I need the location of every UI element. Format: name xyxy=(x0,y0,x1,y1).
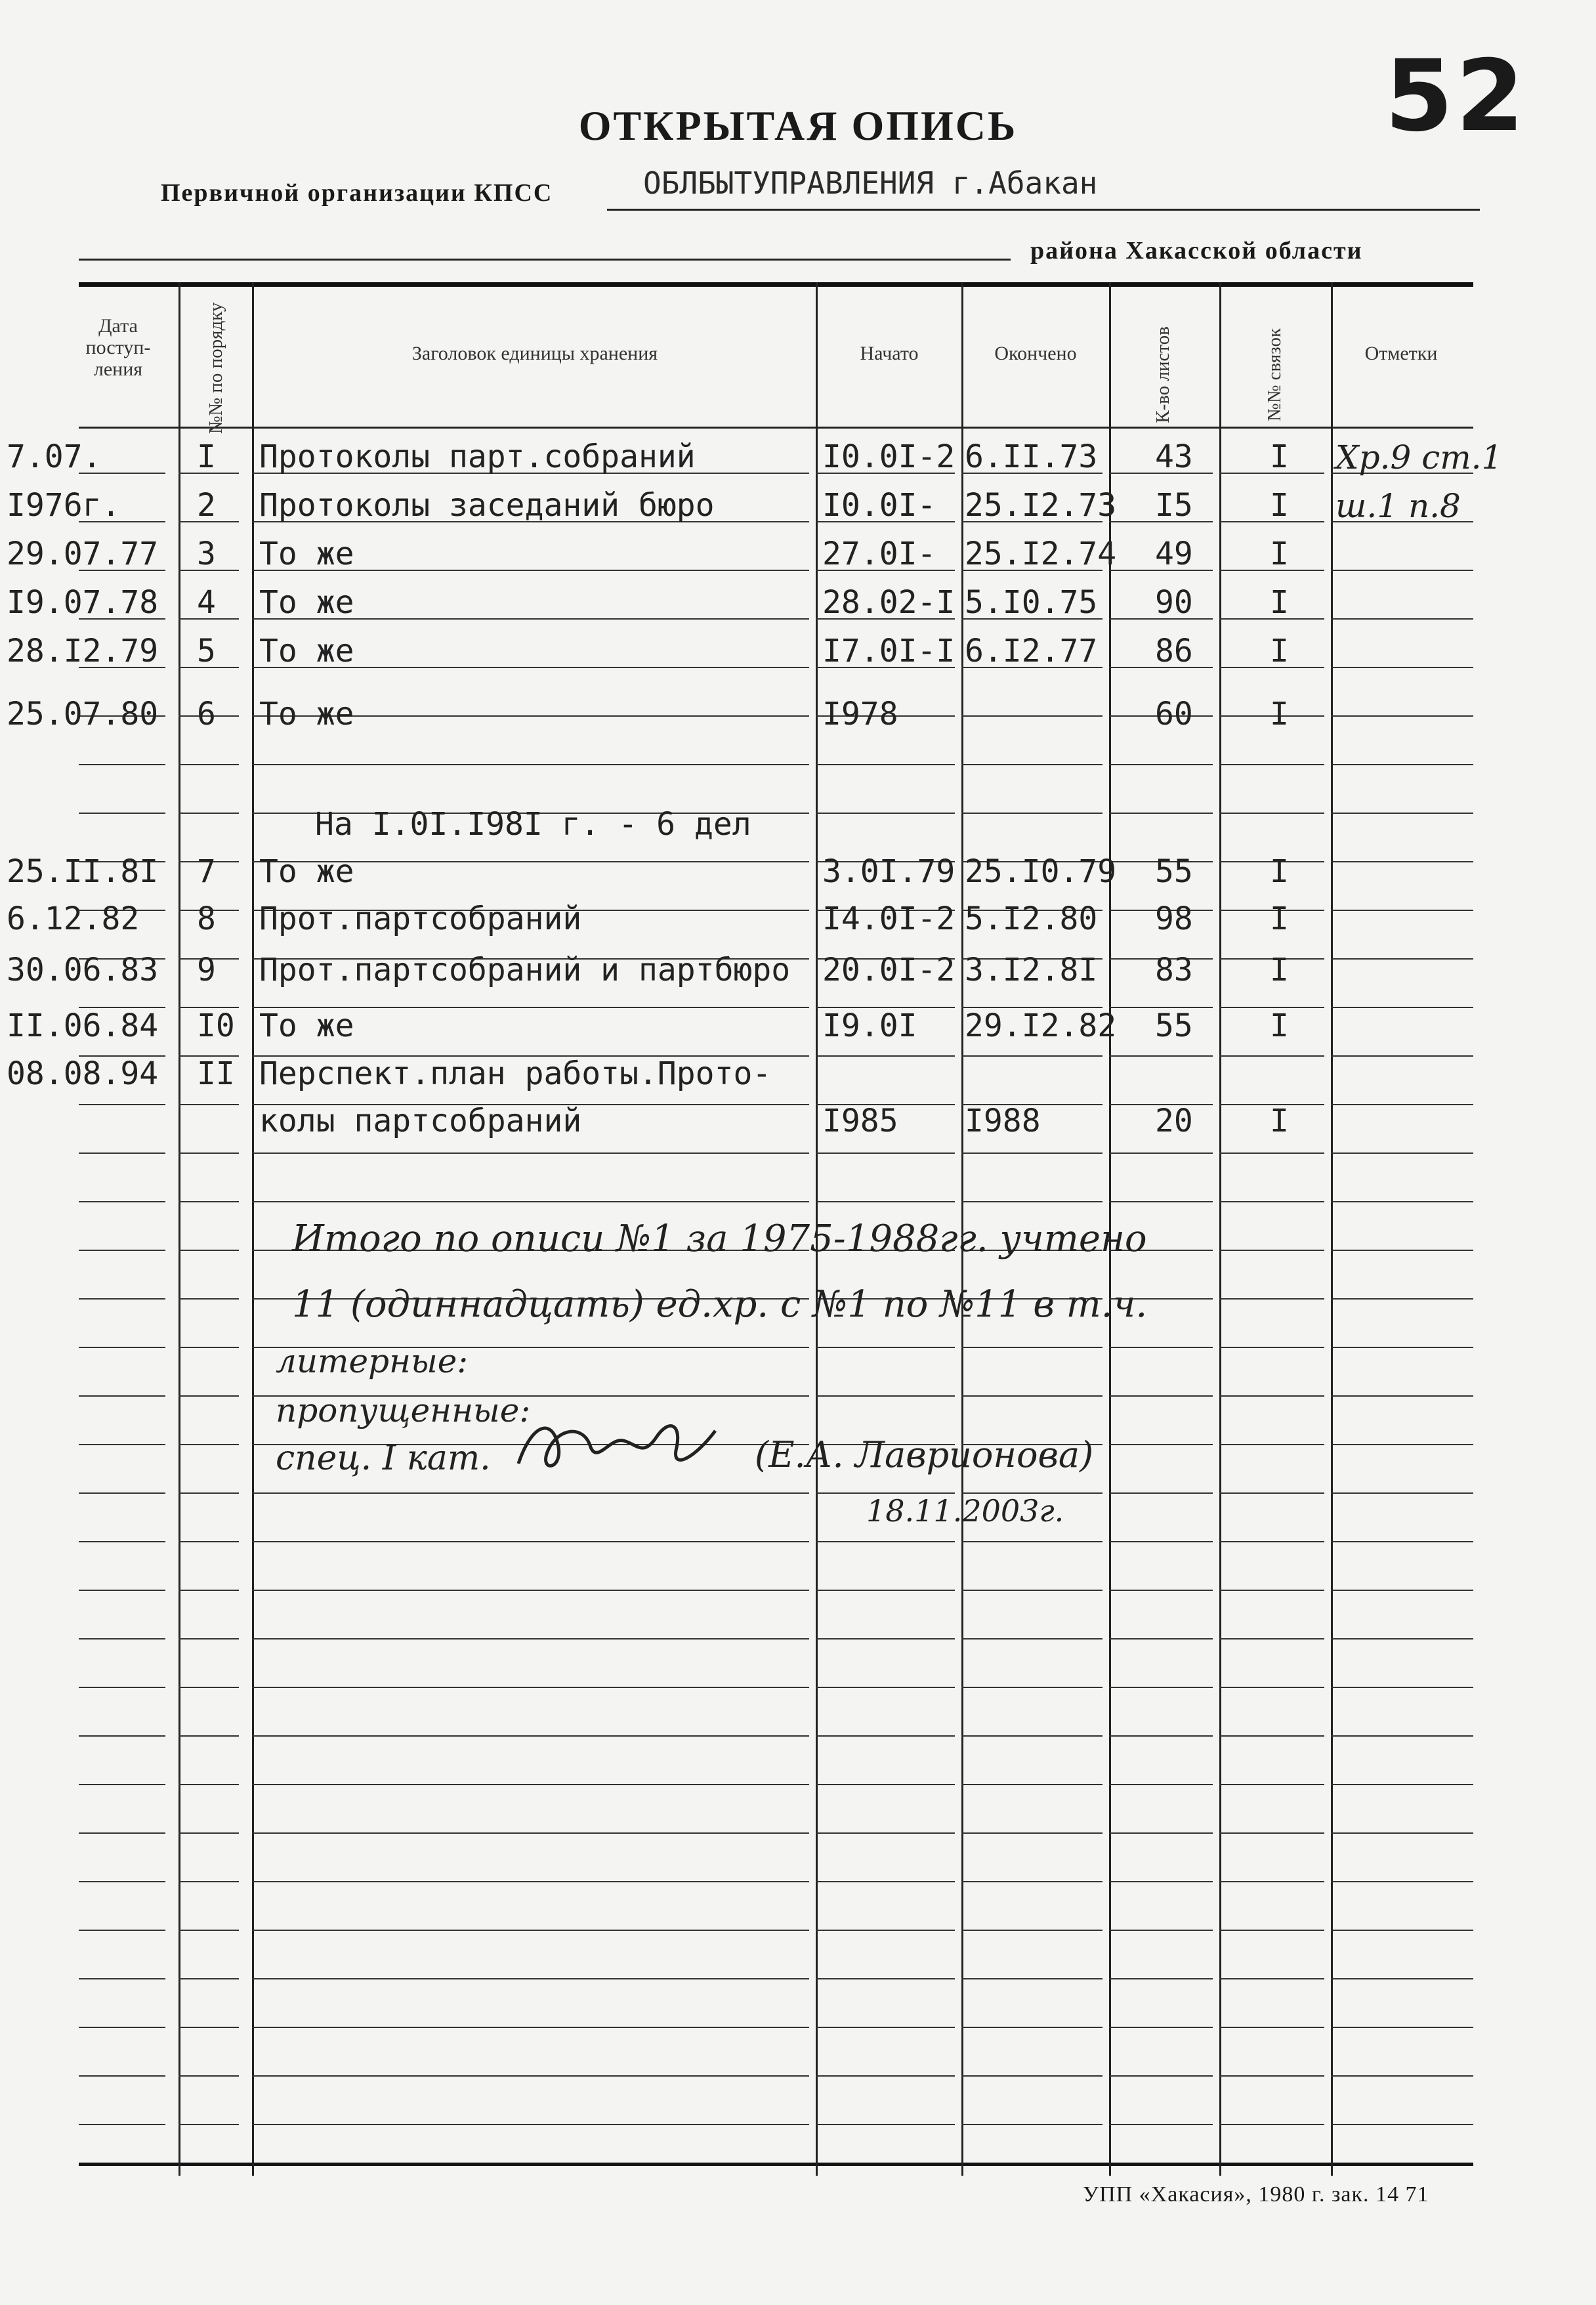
ruled-line xyxy=(79,764,165,765)
ruled-line xyxy=(1109,813,1213,814)
row-number: 5 xyxy=(197,633,216,669)
row-title: Протоколы заседаний бюро xyxy=(259,487,715,524)
ruled-line xyxy=(178,1104,239,1105)
column-divider xyxy=(1331,282,1333,2176)
ruled-line xyxy=(178,1930,239,1931)
row-sheets: 60 xyxy=(1155,696,1193,732)
ruled-line xyxy=(1109,1978,1213,1979)
handwritten-position: спец. I кат. xyxy=(276,1439,491,1478)
ruled-line xyxy=(1219,1250,1324,1251)
ruled-line xyxy=(252,2027,809,2028)
ruled-line xyxy=(79,1590,165,1591)
row-number: I0 xyxy=(197,1007,235,1044)
ruled-line xyxy=(1219,1638,1324,1639)
row-end: 6.I2.77 xyxy=(965,633,1098,669)
ruled-line xyxy=(961,1395,1102,1397)
row-note: Хр.9 ст.1 xyxy=(1335,438,1503,476)
ruled-line xyxy=(252,2075,809,2077)
row-end: 3.I2.8I xyxy=(965,952,1098,988)
header-bundle: №№ связок xyxy=(1264,328,1286,421)
ruled-line xyxy=(178,1492,239,1494)
ruled-line xyxy=(1219,764,1324,765)
row-end: 6.II.73 xyxy=(965,438,1098,475)
ruled-line xyxy=(79,1298,165,1300)
ruled-line xyxy=(252,1492,809,1494)
ruled-line xyxy=(816,1881,955,1882)
row-date: 25.07.80 xyxy=(7,696,159,732)
ruled-line xyxy=(961,1881,1102,1882)
row-end: 25.I0.79 xyxy=(965,853,1117,890)
row-end: 5.I2.80 xyxy=(965,900,1098,937)
row-start: 28.02-I xyxy=(822,584,956,621)
ruled-line xyxy=(178,1541,239,1542)
ruled-line xyxy=(1219,1930,1324,1931)
ruled-line xyxy=(1109,2027,1213,2028)
row-start: 20.0I-2 xyxy=(822,952,956,988)
ruled-line xyxy=(961,1930,1102,1931)
organization-underline xyxy=(607,209,1480,211)
ruled-line xyxy=(961,2027,1102,2028)
ruled-line xyxy=(1331,1492,1473,1494)
ruled-line xyxy=(961,1590,1102,1591)
row-bundle: I xyxy=(1270,853,1289,890)
row-note: ш.1 п.8 xyxy=(1335,487,1461,525)
ruled-line xyxy=(961,1201,1102,1202)
row-start: I985 xyxy=(822,1103,898,1139)
ruled-line xyxy=(178,764,239,765)
ruled-line xyxy=(1109,2075,1213,2077)
table-top-rule xyxy=(79,282,1473,287)
row-date: II.06.84 xyxy=(7,1007,159,1044)
row-date: 29.07.77 xyxy=(7,536,159,572)
ruled-line xyxy=(79,1395,165,1397)
row-title: Прот.партсобраний и партбюро xyxy=(259,952,791,988)
ruled-line xyxy=(1109,1055,1213,1057)
ruled-line xyxy=(1331,813,1473,814)
ruled-line xyxy=(1331,1201,1473,1202)
ruled-line xyxy=(178,1250,239,1251)
ruled-line xyxy=(1331,1444,1473,1445)
subtotal-text: На I.0I.I98I г. - 6 дел xyxy=(315,806,751,843)
ruled-line xyxy=(1331,861,1473,862)
ruled-line xyxy=(961,813,1102,814)
ruled-line xyxy=(1331,910,1473,911)
header-end: Окончено xyxy=(994,343,1077,364)
row-bundle: I xyxy=(1270,1103,1289,1139)
ruled-line xyxy=(961,1978,1102,1979)
ruled-line xyxy=(178,1735,239,1737)
ruled-line xyxy=(1109,1395,1213,1397)
ruled-line xyxy=(816,1978,955,1979)
ruled-line xyxy=(1109,1930,1213,1931)
ruled-line xyxy=(1331,1152,1473,1154)
page-number: 52 xyxy=(1385,39,1527,154)
ruled-line xyxy=(79,1347,165,1348)
ruled-line xyxy=(178,1638,239,1639)
ruled-line xyxy=(1331,1687,1473,1688)
column-divider xyxy=(178,282,180,2176)
ruled-line xyxy=(961,1638,1102,1639)
ruled-line xyxy=(1219,1055,1324,1057)
ruled-line xyxy=(961,1347,1102,1348)
handwritten-signatory: (Е.А. Лаврионова) xyxy=(755,1434,1094,1475)
organization-name: ОБЛБЫТУПРАВЛЕНИЯ г.Абакан xyxy=(643,165,1098,201)
ruled-line xyxy=(1331,618,1473,620)
ruled-line xyxy=(252,1590,809,1591)
ruled-line xyxy=(1219,1541,1324,1542)
ruled-line xyxy=(79,1152,165,1154)
row-sheets: 55 xyxy=(1155,853,1193,890)
ruled-line xyxy=(1331,1590,1473,1591)
row-title: Перспект.план работы.Прото- xyxy=(259,1055,772,1092)
row-date: 28.I2.79 xyxy=(7,633,159,669)
ruled-line xyxy=(816,1930,955,1931)
ruled-line xyxy=(252,1881,809,1882)
ruled-line xyxy=(1331,1347,1473,1348)
handwritten-date: 18.11.2003г. xyxy=(866,1493,1064,1529)
ruled-line xyxy=(961,1784,1102,1785)
ruled-line xyxy=(816,1541,955,1542)
ruled-line xyxy=(252,1201,809,1202)
ruled-line xyxy=(816,1152,955,1154)
ruled-line xyxy=(961,1832,1102,1834)
ruled-line xyxy=(1109,1735,1213,1737)
ruled-line xyxy=(1109,1347,1213,1348)
ruled-line xyxy=(1331,2075,1473,2077)
row-end: 29.I2.82 xyxy=(965,1007,1117,1044)
row-date: I976г. xyxy=(7,487,121,524)
ruled-line xyxy=(178,2075,239,2077)
signature-mark xyxy=(512,1411,722,1483)
row-bundle: I xyxy=(1270,696,1289,732)
handwritten-count: 11 (одиннадцать) ед.хр. с №1 по №11 в т.ч. xyxy=(292,1283,1148,1326)
ruled-line xyxy=(816,764,955,765)
row-start: 3.0I.79 xyxy=(822,853,956,890)
row-sheets: 83 xyxy=(1155,952,1193,988)
ruled-line xyxy=(1331,667,1473,668)
ruled-line xyxy=(1219,1492,1324,1494)
row-number: 2 xyxy=(197,487,216,524)
row-number: I xyxy=(197,438,216,475)
ruled-line xyxy=(1331,958,1473,960)
ruled-line xyxy=(961,1055,1102,1057)
ruled-line xyxy=(1109,1832,1213,1834)
row-number: 9 xyxy=(197,952,216,988)
row-start: I978 xyxy=(822,696,898,732)
table-bottom-rule xyxy=(79,2163,1473,2166)
organization-label: Первичной организации КПСС xyxy=(161,179,553,207)
ruled-line xyxy=(1331,1395,1473,1397)
header-sheets: К-во листов xyxy=(1152,326,1174,423)
ruled-line xyxy=(816,1784,955,1785)
row-title: То же xyxy=(259,536,354,572)
ruled-line xyxy=(1219,1298,1324,1300)
ruled-line xyxy=(816,813,955,814)
ruled-line xyxy=(1331,764,1473,765)
ruled-line xyxy=(1109,1881,1213,1882)
ruled-line xyxy=(1109,1201,1213,1202)
row-sheets: 90 xyxy=(1155,584,1193,621)
row-end: 25.I2.74 xyxy=(965,536,1117,572)
row-number: 4 xyxy=(197,584,216,621)
district-label: района Хакасской области xyxy=(1030,237,1363,264)
ruled-line xyxy=(1331,1881,1473,1882)
ruled-line xyxy=(961,1735,1102,1737)
row-title: То же xyxy=(259,584,354,621)
ruled-line xyxy=(1331,1250,1473,1251)
ruled-line xyxy=(178,1881,239,1882)
ruled-line xyxy=(961,764,1102,765)
ruled-line xyxy=(816,2075,955,2077)
ruled-line xyxy=(178,1832,239,1834)
ruled-line xyxy=(1109,764,1213,765)
row-sheets: 55 xyxy=(1155,1007,1193,1044)
ruled-line xyxy=(1219,2027,1324,2028)
ruled-line xyxy=(1331,1638,1473,1639)
row-number: 3 xyxy=(197,536,216,572)
ruled-line xyxy=(178,1395,239,1397)
row-start: 27.0I- xyxy=(822,536,936,572)
header-number: №№ по порядку xyxy=(205,302,227,434)
ruled-line xyxy=(252,1735,809,1737)
ruled-line xyxy=(79,1638,165,1639)
ruled-line xyxy=(1331,2027,1473,2028)
ruled-line xyxy=(252,1152,809,1154)
ruled-line xyxy=(79,2124,165,2125)
row-bundle: I xyxy=(1270,900,1289,937)
ruled-line xyxy=(1219,1347,1324,1348)
row-number: 8 xyxy=(197,900,216,937)
handwritten-missing: пропущенные: xyxy=(276,1391,531,1429)
ruled-line xyxy=(961,1541,1102,1542)
ruled-line xyxy=(1109,1784,1213,1785)
ruled-line xyxy=(1331,1735,1473,1737)
ruled-line xyxy=(1331,1104,1473,1105)
row-number: II xyxy=(197,1055,235,1092)
ruled-line xyxy=(816,1055,955,1057)
row-sheets: 49 xyxy=(1155,536,1193,572)
column-divider xyxy=(1219,282,1221,2176)
row-date: 30.06.83 xyxy=(7,952,159,988)
ruled-line xyxy=(816,2124,955,2125)
row-sheets: 43 xyxy=(1155,438,1193,475)
ruled-line xyxy=(1219,1978,1324,1979)
ruled-line xyxy=(79,1444,165,1445)
ruled-line xyxy=(252,1638,809,1639)
row-date: 7.07. xyxy=(7,438,102,475)
row-date: 6.12.82 xyxy=(7,900,140,937)
row-end: 5.I0.75 xyxy=(965,584,1098,621)
row-start: I4.0I-2 xyxy=(822,900,956,937)
ruled-line xyxy=(961,715,1102,717)
row-start: I9.0I xyxy=(822,1007,917,1044)
ruled-line xyxy=(178,1201,239,1202)
ruled-line xyxy=(1219,2124,1324,2125)
ruled-line xyxy=(1331,1978,1473,1979)
ruled-line xyxy=(1219,1784,1324,1785)
ruled-line xyxy=(1331,1930,1473,1931)
row-sheets: 86 xyxy=(1155,633,1193,669)
row-end: I988 xyxy=(965,1103,1041,1139)
row-title: колы партсобраний xyxy=(259,1103,582,1139)
printer-imprint: УПП «Хакасия», 1980 г. зак. 14 71 xyxy=(1083,2182,1429,2207)
ruled-line xyxy=(1219,1201,1324,1202)
ruled-line xyxy=(816,1638,955,1639)
row-start: I0.0I-2 xyxy=(822,438,956,475)
ruled-line xyxy=(252,1930,809,1931)
row-sheets: 20 xyxy=(1155,1103,1193,1139)
ruled-line xyxy=(178,1687,239,1688)
ruled-line xyxy=(1331,2124,1473,2125)
ruled-line xyxy=(79,1735,165,1737)
ruled-line xyxy=(816,2027,955,2028)
ruled-line xyxy=(1331,1784,1473,1785)
ruled-line xyxy=(252,1978,809,1979)
ruled-line xyxy=(79,2027,165,2028)
ruled-line xyxy=(252,2124,809,2125)
ruled-line xyxy=(1109,1152,1213,1154)
ruled-line xyxy=(816,1347,955,1348)
ruled-line xyxy=(1331,1298,1473,1300)
ruled-line xyxy=(252,1687,809,1688)
header-heading: Заголовок единицы хранения xyxy=(411,343,658,364)
row-date: 08.08.94 xyxy=(7,1055,159,1092)
ruled-line xyxy=(178,2027,239,2028)
ruled-line xyxy=(79,1687,165,1688)
ruled-line xyxy=(79,813,165,814)
column-divider xyxy=(252,282,254,2176)
ruled-line xyxy=(1109,1590,1213,1591)
ruled-line xyxy=(79,1881,165,1882)
ruled-line xyxy=(79,1930,165,1931)
row-date: I9.07.78 xyxy=(7,584,159,621)
ruled-line xyxy=(1331,1007,1473,1008)
ruled-line xyxy=(961,1687,1102,1688)
row-sheets: 98 xyxy=(1155,900,1193,937)
ruled-line xyxy=(1331,1541,1473,1542)
row-title: То же xyxy=(259,853,354,890)
ruled-line xyxy=(79,1250,165,1251)
ruled-line xyxy=(1219,1590,1324,1591)
row-title: То же xyxy=(259,1007,354,1044)
ruled-line xyxy=(961,2124,1102,2125)
row-sheets: I5 xyxy=(1155,487,1193,524)
handwritten-total: Итого по описи №1 за 1975-1988гг. учтено xyxy=(292,1217,1147,1260)
ruled-line xyxy=(178,1298,239,1300)
header-notes: Отметки xyxy=(1364,343,1438,364)
row-title: Протоколы парт.собраний xyxy=(259,438,696,475)
ruled-line xyxy=(1109,1492,1213,1494)
row-bundle: I xyxy=(1270,633,1289,669)
ruled-line xyxy=(178,1784,239,1785)
row-bundle: I xyxy=(1270,584,1289,621)
row-number: 6 xyxy=(197,696,216,732)
ruled-line xyxy=(816,1687,955,1688)
ruled-line xyxy=(961,2075,1102,2077)
ruled-line xyxy=(1109,2124,1213,2125)
ruled-line xyxy=(1109,1638,1213,1639)
ruled-line xyxy=(79,1201,165,1202)
ruled-line xyxy=(816,1590,955,1591)
ruled-line xyxy=(816,1395,955,1397)
ruled-line xyxy=(79,2075,165,2077)
ruled-line xyxy=(79,1832,165,1834)
ruled-line xyxy=(1331,1832,1473,1834)
ruled-line xyxy=(178,1444,239,1445)
ruled-line xyxy=(79,1784,165,1785)
ruled-line xyxy=(252,1832,809,1834)
ruled-line xyxy=(1109,1687,1213,1688)
ruled-line xyxy=(1109,1444,1213,1445)
ruled-line xyxy=(1219,1881,1324,1882)
ruled-line xyxy=(178,2124,239,2125)
ruled-line xyxy=(79,1492,165,1494)
header-date: Дата поступ- ления xyxy=(85,315,151,380)
header-start: Начато xyxy=(860,343,919,364)
ruled-line xyxy=(178,1347,239,1348)
ruled-line xyxy=(1219,1444,1324,1445)
ruled-line xyxy=(1219,813,1324,814)
ruled-line xyxy=(1109,1541,1213,1542)
ruled-line xyxy=(79,1978,165,1979)
row-bundle: I xyxy=(1270,952,1289,988)
row-date: 25.II.8I xyxy=(7,853,159,890)
row-title: То же xyxy=(259,696,354,732)
ruled-line xyxy=(1219,1735,1324,1737)
row-start: I0.0I- xyxy=(822,487,936,524)
ruled-line xyxy=(79,1541,165,1542)
row-end: 25.I2.73 xyxy=(965,487,1117,524)
ruled-line xyxy=(79,1104,165,1105)
ruled-line xyxy=(1219,2075,1324,2077)
ruled-line xyxy=(1219,1687,1324,1688)
ruled-line xyxy=(1219,1152,1324,1154)
ruled-line xyxy=(1331,715,1473,717)
row-bundle: I xyxy=(1270,487,1289,524)
district-underline xyxy=(79,259,1011,261)
ruled-line xyxy=(178,1152,239,1154)
ruled-line xyxy=(252,764,809,765)
ruled-line xyxy=(252,1784,809,1785)
row-number: 7 xyxy=(197,853,216,890)
row-bundle: I xyxy=(1270,536,1289,572)
row-title: Прот.партсобраний xyxy=(259,900,582,937)
row-bundle: I xyxy=(1270,438,1289,475)
ruled-line xyxy=(1331,1055,1473,1057)
ruled-line xyxy=(816,1832,955,1834)
handwritten-lettered: литерные: xyxy=(276,1342,469,1380)
document-title: ОТКРЫТАЯ ОПИСЬ xyxy=(578,102,1018,149)
ruled-line xyxy=(1331,570,1473,571)
ruled-line xyxy=(816,1735,955,1737)
ruled-line xyxy=(816,1201,955,1202)
ruled-line xyxy=(1219,1395,1324,1397)
ruled-line xyxy=(1219,1832,1324,1834)
row-title: То же xyxy=(259,633,354,669)
ruled-line xyxy=(178,813,239,814)
ruled-line xyxy=(252,1541,809,1542)
row-start: I7.0I-I xyxy=(822,633,956,669)
ruled-line xyxy=(178,1590,239,1591)
ruled-line xyxy=(961,1152,1102,1154)
ruled-line xyxy=(178,1978,239,1979)
row-bundle: I xyxy=(1270,1007,1289,1044)
